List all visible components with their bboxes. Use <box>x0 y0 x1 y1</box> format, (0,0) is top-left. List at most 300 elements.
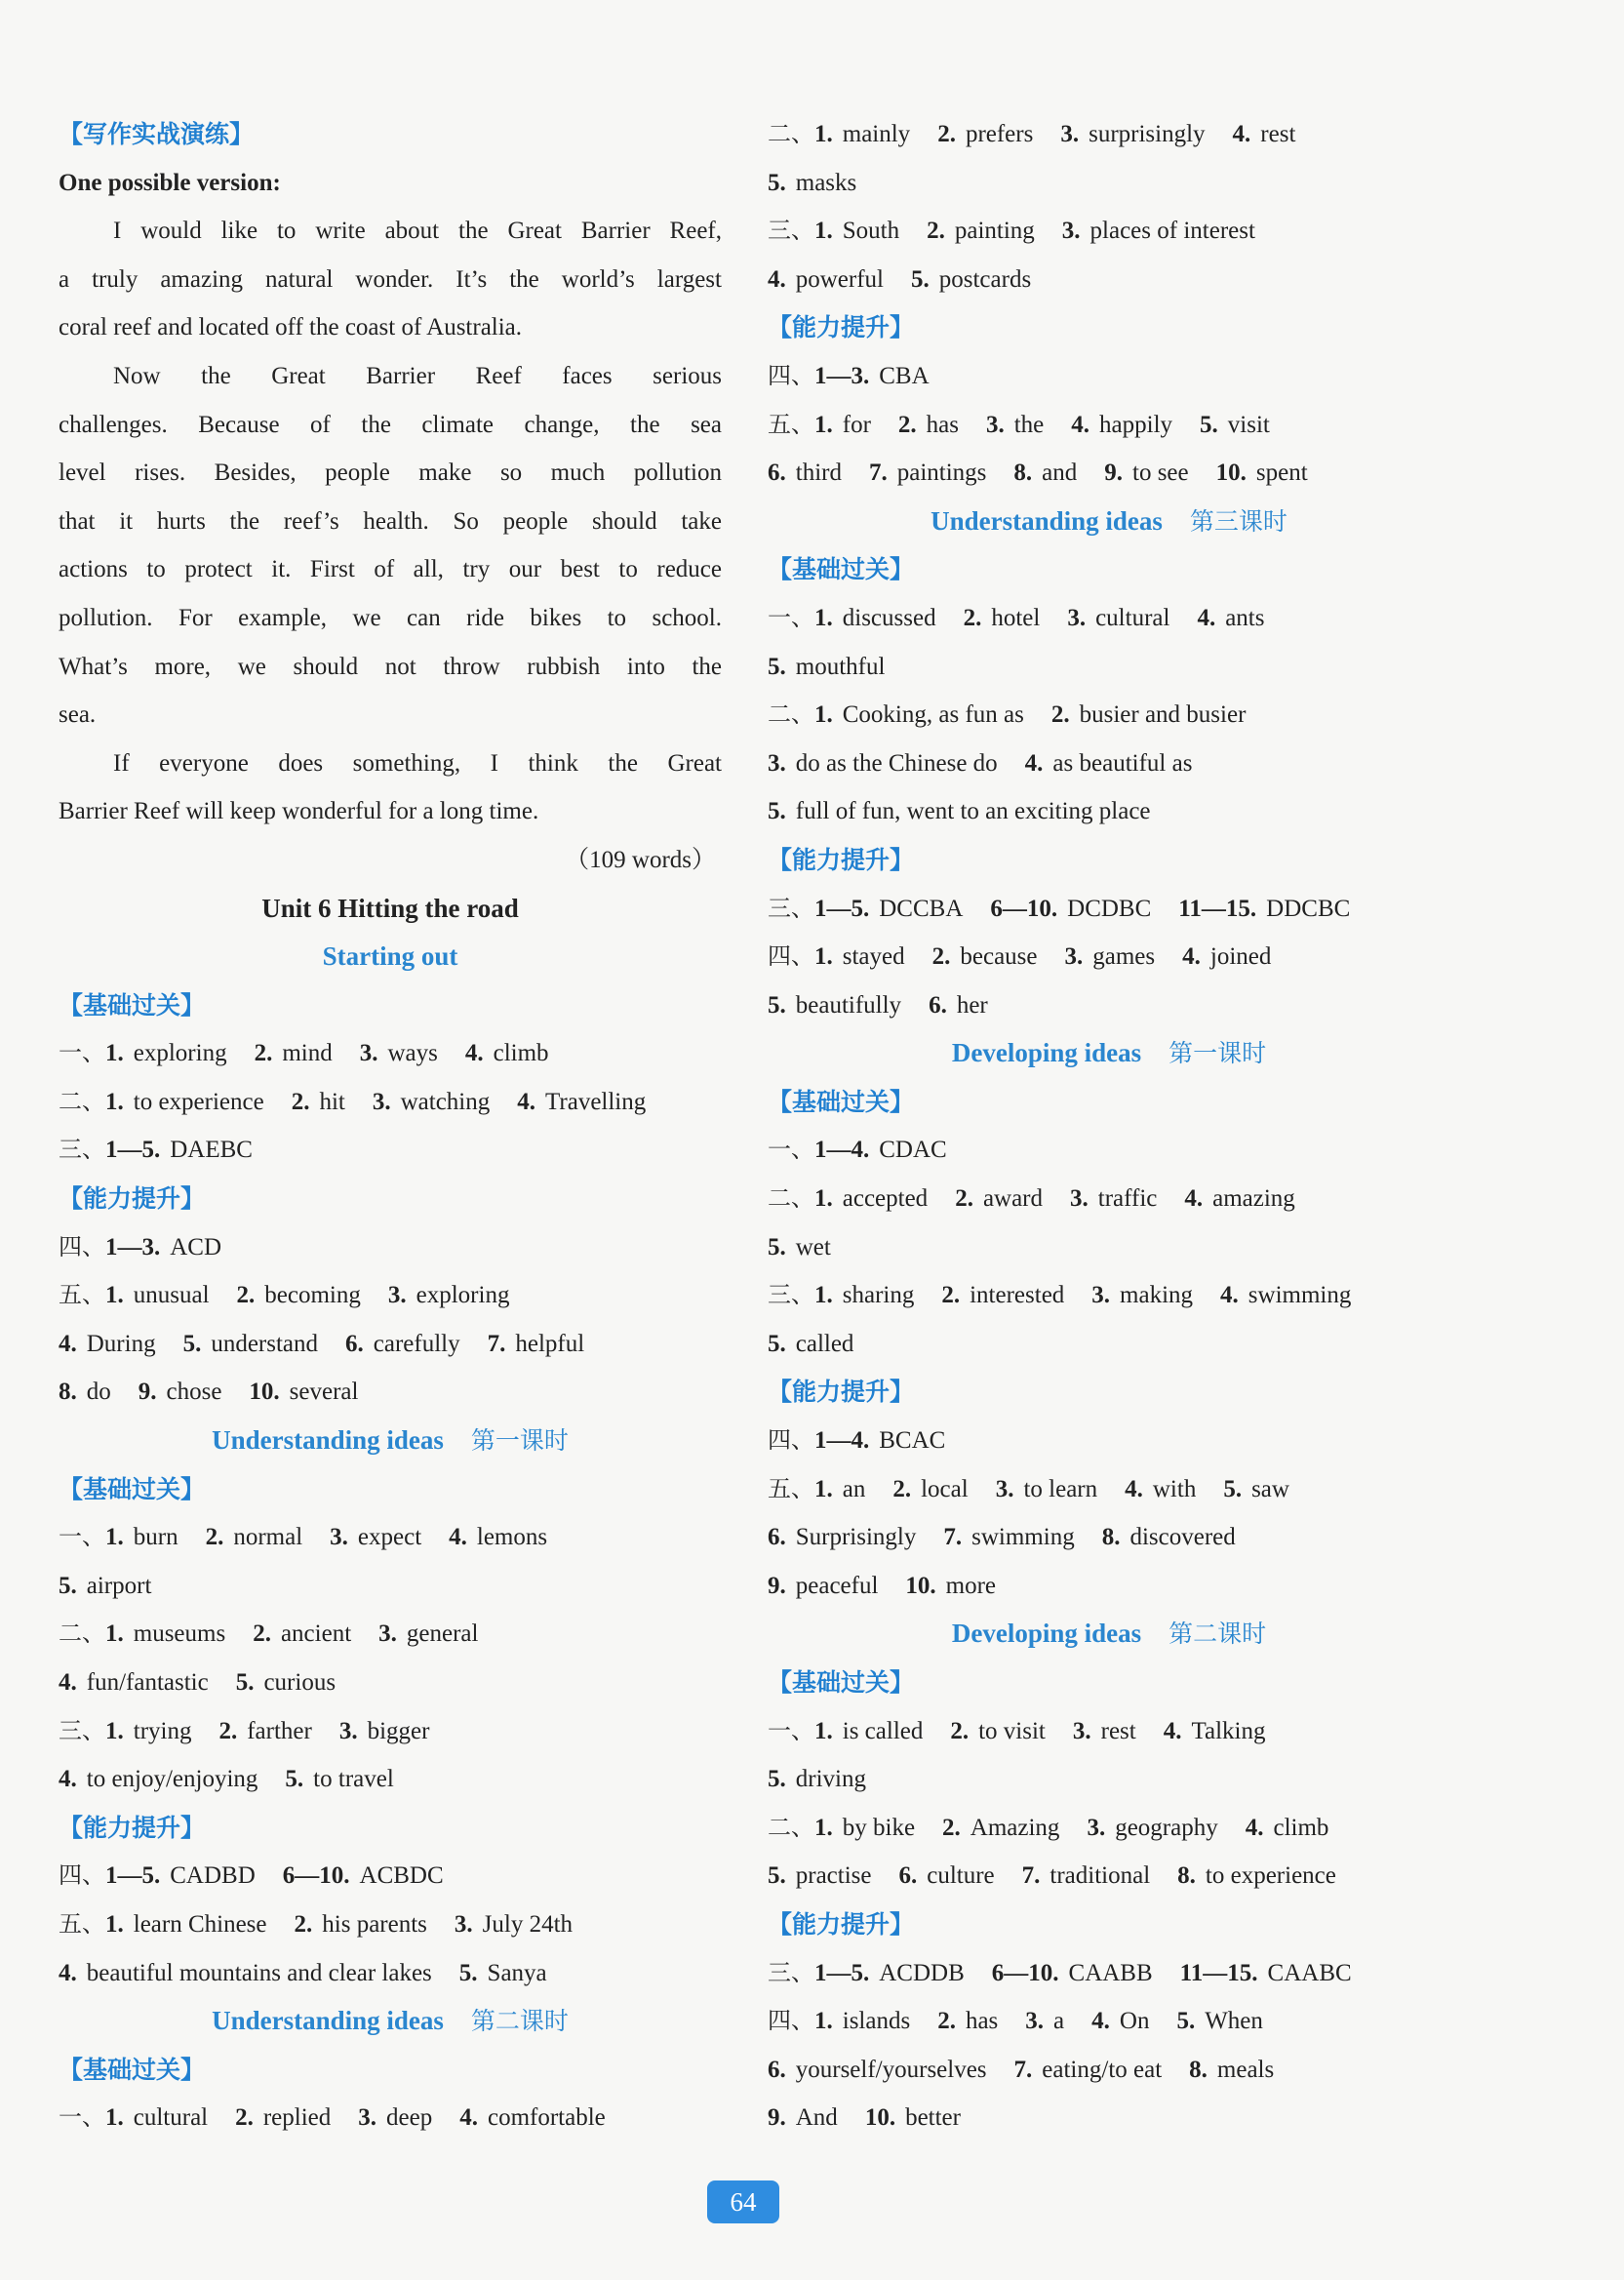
answer-item <box>932 943 1038 970</box>
answer-index: 5. <box>59 1572 77 1599</box>
answer-item <box>814 1427 945 1454</box>
answer-row <box>768 933 1450 981</box>
answer-text: And <box>795 2104 838 2132</box>
exercise-number: 四、 <box>768 1426 814 1455</box>
left-column <box>59 110 722 2142</box>
answer-text: Surprisingly <box>795 1524 917 1551</box>
answer-item <box>937 2008 998 2034</box>
lesson-name: Understanding ideas <box>212 2006 444 2036</box>
answer-item <box>898 1862 994 1889</box>
answer-index: 5. <box>768 1862 786 1890</box>
answer-item <box>59 1960 432 1986</box>
answer-item <box>105 1911 267 1938</box>
answer-text: games <box>1092 943 1156 971</box>
answer-row <box>59 1562 722 1611</box>
answer-item <box>955 1185 1043 1212</box>
answer-text: accepted <box>842 1185 929 1213</box>
lesson-title <box>59 933 722 981</box>
answer-index: 2. <box>235 2104 254 2132</box>
answer-item <box>1177 1862 1336 1889</box>
answer-index: 4. <box>1245 1814 1264 1841</box>
answer-item <box>898 412 959 438</box>
answer-item <box>330 1524 421 1550</box>
answer-index: 2. <box>205 1524 224 1551</box>
answer-row <box>768 1126 1450 1175</box>
answer-text: culture <box>927 1862 995 1890</box>
answer-row <box>768 981 1450 1030</box>
answer-index: 5. <box>768 798 786 825</box>
essay-line: a truly amazing natural wonder. It’s the world’s largest <box>59 265 722 293</box>
answer-text: airport <box>86 1572 152 1599</box>
answer-index: 6. <box>929 991 947 1019</box>
answer-row <box>768 1465 1450 1514</box>
answer-item <box>253 1620 351 1647</box>
answer-item <box>814 943 905 970</box>
answer-text: cultural <box>133 2104 209 2132</box>
answer-item <box>105 1282 210 1308</box>
lesson-title <box>768 1029 1450 1078</box>
answer-row <box>59 1029 722 1078</box>
answer-item <box>1182 943 1271 970</box>
answer-index: 1. <box>105 1910 124 1938</box>
answer-item <box>964 605 1041 631</box>
answer-text: farther <box>247 1717 312 1744</box>
answer-item <box>105 2104 208 2131</box>
answer-index: 4. <box>1197 604 1216 631</box>
answer-index: 5. <box>768 653 786 680</box>
answer-text: masks <box>795 169 857 196</box>
answer-text: mouthful <box>795 653 886 680</box>
answer-text: July 24th <box>482 1910 574 1938</box>
answer-text: normal <box>233 1524 303 1551</box>
answer-index: 9. <box>1104 460 1123 487</box>
answer-index: 4. <box>1163 1717 1182 1744</box>
exercise-number: 一、 <box>768 1716 814 1744</box>
answer-text: amazing <box>1212 1185 1295 1213</box>
answer-index: 4. <box>449 1524 467 1551</box>
exercise-number: 五、 <box>59 1909 105 1938</box>
lesson-title <box>59 1997 722 2046</box>
answer-item <box>768 266 884 293</box>
answer-row <box>768 1852 1450 1900</box>
answer-index: 2. <box>931 943 951 971</box>
exercise-number: 三、 <box>59 1136 105 1164</box>
section-header: 【基础过关】 <box>768 555 915 584</box>
answer-text: peaceful <box>795 1572 879 1599</box>
answer-item <box>236 1669 336 1696</box>
answer-text: chose <box>166 1379 222 1406</box>
answer-text: Talking <box>1191 1717 1266 1744</box>
answer-text: During <box>86 1330 156 1357</box>
answer-text: hotel <box>991 604 1041 631</box>
answer-index: 9. <box>768 2104 786 2132</box>
answer-index: 5. <box>911 265 930 293</box>
answer-row <box>768 787 1450 836</box>
answer-index: 5. <box>458 1959 478 1986</box>
answer-text: by bike <box>842 1814 916 1841</box>
answer-text: surprisingly <box>1089 121 1206 147</box>
answer-item <box>388 1282 510 1308</box>
section-header: 【能力提升】 <box>768 1378 915 1407</box>
right-column <box>768 110 1450 2142</box>
answer-index: 6—10. <box>282 1862 350 1890</box>
answer-item <box>105 1234 221 1260</box>
answer-text: ACDDB <box>879 1959 965 1986</box>
answer-text: because <box>960 943 1038 971</box>
answer-row <box>59 1610 722 1659</box>
answer-row <box>768 691 1450 740</box>
answer-row <box>59 1755 722 1804</box>
answer-item <box>814 1476 865 1502</box>
lesson-name: Understanding ideas <box>212 1425 444 1456</box>
answer-text: painting <box>954 218 1035 245</box>
answer-text: mainly <box>842 121 911 147</box>
answer-text: CAABB <box>1068 1959 1153 1986</box>
answer-index: 1. <box>814 701 833 729</box>
answer-row <box>768 449 1450 498</box>
exercise-number: 二、 <box>59 1087 105 1115</box>
answer-text: becoming <box>264 1282 361 1309</box>
answer-item <box>814 363 930 389</box>
answer-row <box>768 352 1450 401</box>
answer-index: 1. <box>814 1475 833 1502</box>
answer-index: 2. <box>927 218 945 245</box>
answer-item <box>768 1524 916 1550</box>
answer-index: 6. <box>768 460 786 487</box>
answer-text: lemons <box>476 1524 548 1551</box>
answer-text: DCDBC <box>1067 895 1152 922</box>
answer-index: 2. <box>294 1910 313 1938</box>
answer-index: 2. <box>937 2008 956 2035</box>
answer-text: has <box>965 2008 999 2035</box>
answer-index: 5. <box>768 169 786 196</box>
answer-index: 1. <box>814 1185 833 1213</box>
answer-item <box>1073 1718 1136 1744</box>
answer-index: 2. <box>897 411 917 438</box>
answer-row <box>768 1320 1450 1369</box>
essay-line: Barrier Reef will keep wonderful for a long time. <box>59 798 539 825</box>
essay-line: If everyone does something, I think the Great <box>113 749 722 777</box>
answer-index: 1—5. <box>105 1137 161 1164</box>
answer-index: 2. <box>218 1717 238 1744</box>
answer-index: 6—10. <box>991 1959 1059 1986</box>
answer-index: 7. <box>868 460 888 487</box>
answer-index: 3. <box>1061 218 1081 245</box>
answer-index: 1—5. <box>814 895 870 922</box>
answer-index: 5. <box>1176 2008 1196 2035</box>
answer-item <box>459 1960 547 1986</box>
answer-index: 5. <box>768 991 786 1019</box>
answer-index: 1. <box>105 1620 124 1648</box>
answer-item <box>345 1331 460 1357</box>
answer-index: 5. <box>285 1766 304 1793</box>
answer-text: carefully <box>373 1330 460 1357</box>
section-header: 【能力提升】 <box>59 1813 206 1842</box>
answer-text: ancient <box>280 1620 352 1648</box>
answer-index: 2. <box>892 1475 912 1502</box>
answer-text: visit <box>1227 411 1270 438</box>
answer-item <box>768 992 901 1019</box>
answer-index: 3. <box>378 1620 397 1648</box>
answer-item <box>339 1718 430 1744</box>
answer-item <box>1220 1282 1351 1308</box>
answer-item <box>283 1862 444 1889</box>
answer-item <box>360 1040 438 1066</box>
answer-text: geography <box>1115 1814 1218 1841</box>
answer-text: Sanya <box>487 1959 547 1986</box>
section-header: 【写作实战演练】 <box>59 120 255 148</box>
word-count: （109 words） <box>565 846 716 873</box>
answer-item <box>1051 701 1247 728</box>
answer-row <box>59 1078 722 1127</box>
answer-index: 9. <box>138 1379 157 1406</box>
answer-index: 8. <box>1013 460 1033 487</box>
answer-index: 8. <box>1189 2056 1208 2083</box>
answer-text: ACBDC <box>359 1862 444 1890</box>
exercise-number: 四、 <box>768 2007 814 2035</box>
answer-text: practise <box>795 1862 872 1890</box>
answer-index: 7. <box>1021 1862 1041 1890</box>
answer-item <box>892 1476 968 1502</box>
exercise-number: 四、 <box>59 1861 105 1890</box>
lesson-name: Developing ideas <box>951 1038 1142 1068</box>
answer-row <box>768 2046 1450 2095</box>
answer-index: 4. <box>459 2104 478 2132</box>
answer-item <box>768 460 842 486</box>
answer-row <box>768 1271 1450 1320</box>
answer-index: 1. <box>814 2008 833 2035</box>
essay-line: actions to protect it. First of all, try our best to reduce <box>59 556 722 583</box>
answer-item <box>1070 1185 1157 1212</box>
answer-item <box>911 266 1031 293</box>
answer-item <box>59 1573 151 1599</box>
answer-text: spent <box>1255 460 1308 487</box>
answer-index: 3. <box>1070 1185 1089 1213</box>
answer-item <box>814 2008 910 2034</box>
answer-text: driving <box>795 1766 866 1793</box>
section-header: 【基础过关】 <box>59 1474 206 1503</box>
answer-row <box>768 740 1450 788</box>
answer-item <box>768 1331 853 1357</box>
answer-text: to learn <box>1023 1475 1098 1502</box>
lesson-title <box>59 1417 722 1465</box>
answer-text: to experience <box>1205 1862 1336 1890</box>
answer-text: interested <box>970 1282 1065 1309</box>
answer-row <box>768 1175 1450 1223</box>
answer-item <box>992 1960 1153 1986</box>
answer-row <box>59 2094 722 2142</box>
answer-item <box>814 1282 914 1308</box>
answer-item <box>768 1234 831 1260</box>
answer-item <box>59 1379 111 1405</box>
answer-item <box>1022 1862 1151 1889</box>
answer-item <box>206 1524 303 1550</box>
section-header: 【基础过关】 <box>768 1668 915 1697</box>
answer-text: a <box>1053 2008 1065 2035</box>
answer-text: as beautiful as <box>1052 749 1193 777</box>
exercise-number: 五、 <box>768 1474 814 1502</box>
answer-index: 2. <box>942 1814 961 1841</box>
answer-index: 3. <box>995 1475 1014 1502</box>
answer-index: 3. <box>454 1910 473 1938</box>
answer-text: islands <box>842 2008 911 2035</box>
answer-index: 1. <box>814 121 833 147</box>
answer-index: 1—3. <box>105 1233 161 1260</box>
answer-text: curious <box>263 1669 337 1696</box>
answer-index: 3. <box>359 1040 378 1067</box>
answer-index: 2. <box>254 1040 273 1067</box>
answer-item <box>378 1620 478 1647</box>
answer-index: 4. <box>59 1766 77 1793</box>
answer-text: replied <box>262 2104 332 2132</box>
answer-text: mind <box>282 1040 333 1067</box>
answer-item <box>768 170 856 196</box>
answer-text: museums <box>133 1620 226 1648</box>
answer-item <box>105 1862 256 1889</box>
answer-index: 4. <box>1091 2008 1110 2035</box>
answer-text: On <box>1119 2008 1150 2035</box>
answer-text: postcards <box>938 265 1032 293</box>
answer-row <box>59 1223 722 1272</box>
answer-text: exploring <box>133 1040 227 1067</box>
answer-text: the <box>1013 411 1045 438</box>
answer-row <box>768 159 1450 208</box>
answer-text: yourself/yourselves <box>795 2056 987 2083</box>
answer-item <box>1197 605 1264 631</box>
answer-item <box>1091 1282 1193 1308</box>
answer-item <box>1176 2008 1262 2034</box>
answer-index: 7. <box>943 1524 963 1551</box>
answer-item <box>768 1573 878 1599</box>
answer-index: 10. <box>905 1572 936 1599</box>
answer-text: third <box>795 460 842 487</box>
answer-index: 1—4. <box>814 1137 870 1164</box>
answer-index: 1—5. <box>814 1959 870 1986</box>
answer-index: 3. <box>387 1282 407 1309</box>
answer-text: to see <box>1132 460 1189 487</box>
answer-text: for <box>842 411 871 438</box>
answer-text: an <box>842 1475 866 1502</box>
answer-text: hit <box>319 1088 345 1115</box>
answer-text: do as the Chinese do <box>795 749 998 777</box>
answer-text: beautiful mountains and clear lakes <box>86 1959 432 1986</box>
answer-index: 10. <box>1215 460 1247 487</box>
answer-item <box>237 1282 361 1308</box>
answer-text: sharing <box>842 1282 915 1309</box>
answer-text: meals <box>1216 2056 1275 2083</box>
answer-item <box>768 2057 987 2083</box>
answer-text: rest <box>1100 1717 1136 1744</box>
section-header: 【基础过关】 <box>59 2055 206 2084</box>
answer-text: DAEBC <box>170 1137 253 1164</box>
answer-index: 2. <box>1050 701 1070 729</box>
answer-text: traffic <box>1097 1185 1158 1213</box>
answer-item <box>869 460 986 486</box>
answer-text: do <box>86 1379 111 1406</box>
answer-item <box>814 1137 947 1163</box>
answer-text: is called <box>842 1717 924 1744</box>
answer-item <box>59 1766 257 1792</box>
answer-item <box>905 1573 996 1599</box>
answer-text: cultural <box>1095 604 1170 631</box>
answer-text: beautifully <box>795 991 902 1019</box>
answer-item <box>768 798 1151 824</box>
lesson-period: 第一课时 <box>1168 1039 1267 1068</box>
answer-item <box>1013 460 1077 486</box>
answer-item <box>814 412 871 438</box>
answer-index: 8. <box>59 1379 77 1406</box>
lesson-name: Understanding ideas <box>931 505 1163 536</box>
answer-text: to experience <box>133 1088 264 1115</box>
answer-row <box>59 1949 722 1998</box>
answer-text: wet <box>795 1233 831 1260</box>
answer-index: 2. <box>236 1282 256 1309</box>
answer-index: 2. <box>963 604 982 631</box>
answer-item <box>937 121 1033 147</box>
answer-text: general <box>406 1620 479 1648</box>
essay-line: that it hurts the reef’s health. So people should take <box>59 507 722 535</box>
answer-item <box>1025 2008 1064 2034</box>
answer-index: 1. <box>105 1717 124 1744</box>
answer-item <box>105 1137 253 1163</box>
answer-item <box>814 896 963 922</box>
answer-item <box>373 1089 490 1115</box>
answer-index: 1. <box>105 1040 124 1067</box>
answer-row <box>59 1368 722 1417</box>
answer-item <box>1067 605 1169 631</box>
answer-row <box>768 1997 1450 2046</box>
answer-item <box>1246 1815 1329 1841</box>
answer-text: expect <box>357 1524 422 1551</box>
answer-text: When <box>1205 2008 1263 2035</box>
answer-index: 3. <box>768 749 786 777</box>
answer-text: more <box>945 1572 997 1599</box>
answer-item <box>455 1911 573 1938</box>
answer-text: busier and busier <box>1079 701 1247 729</box>
answer-row <box>59 1707 722 1756</box>
exercise-number: 二、 <box>768 700 814 729</box>
answer-index: 2. <box>253 1620 271 1648</box>
exercise-number: 三、 <box>768 894 814 922</box>
answer-index: 5. <box>768 1330 786 1357</box>
answer-item <box>768 750 998 777</box>
answer-index: 5. <box>182 1330 202 1357</box>
answer-index: 5. <box>1223 1475 1243 1502</box>
answer-text: has <box>926 411 959 438</box>
answer-index: 1. <box>814 943 833 971</box>
answer-item <box>1216 460 1308 486</box>
answer-item <box>942 1815 1059 1841</box>
exercise-number: 二、 <box>768 1184 814 1213</box>
answer-text: CAABC <box>1267 1959 1352 1986</box>
answer-item <box>865 2104 961 2131</box>
answer-row <box>59 1271 722 1320</box>
answer-row <box>59 1659 722 1707</box>
answer-index: 11—15. <box>1178 895 1257 922</box>
answer-row <box>768 594 1450 643</box>
answer-row <box>768 643 1450 692</box>
answer-item <box>950 1718 1046 1744</box>
answer-item <box>814 605 936 631</box>
answer-item <box>814 701 1024 728</box>
essay-line: I would like to write about the Great Barrier Reef, <box>113 218 722 245</box>
essay-line: challenges. Because of the climate change, the sea <box>59 411 722 438</box>
answer-item <box>105 1620 225 1647</box>
answer-item <box>941 1282 1064 1308</box>
answer-row <box>768 110 1450 159</box>
answer-item <box>1060 121 1205 147</box>
answer-item <box>285 1766 393 1792</box>
